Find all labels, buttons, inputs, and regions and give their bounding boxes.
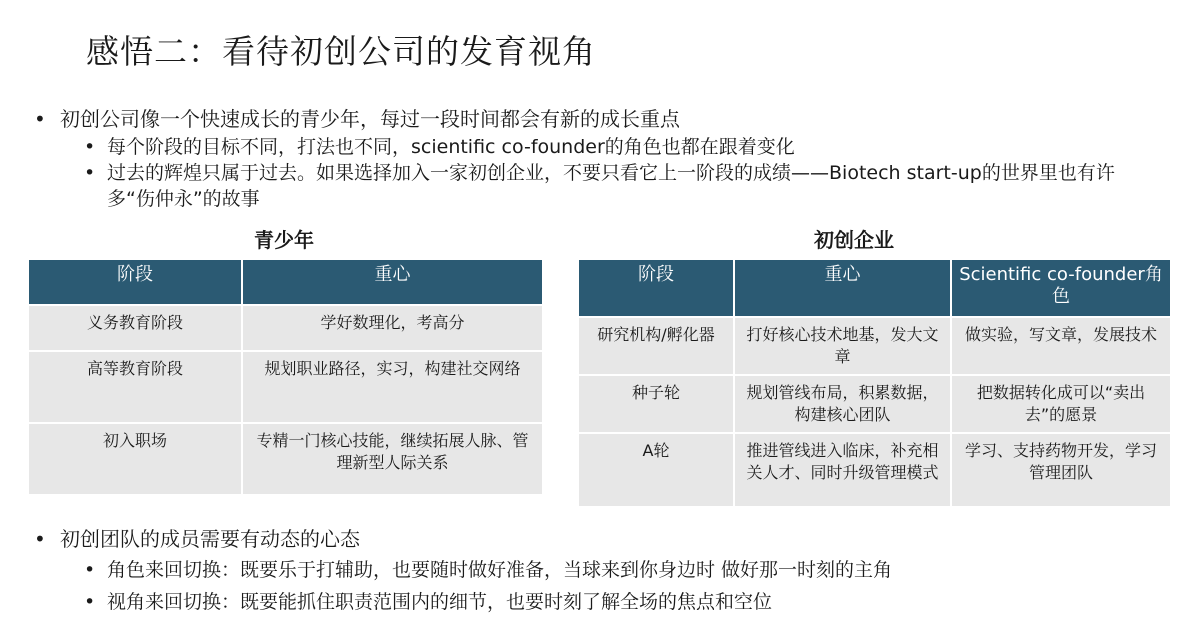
table-row [578,317,1171,375]
bullet-main: • 初创团队的成员需要有动态的心态 [30,524,1170,554]
table-header-row [578,259,1171,317]
table-cell: 专精一门核心技能，继续拓展人脉、管理新型人际关系 [242,423,543,495]
table-cell: A轮 [578,433,734,507]
table-row [578,375,1171,433]
table-cell: 规划管线布局，积累数据，构建核心团队 [734,375,951,433]
table-cell: 推进管线进入临床，补充相关人才、同时升级管理模式 [734,433,951,507]
sub-bullet: • 角色来回切换：既要乐于打辅助，也要随时做好准备，当球来到你身边时 做好那一时刻的主角 [78,554,1170,586]
table-cell: 研究机构/孵化器 [578,317,734,375]
sub-bullet: • 每个阶段的目标不同，打法也不同，scientific co-founder的角色也都在跟着变化 [78,134,1170,160]
table-right-label: 初创企业 [814,228,894,252]
table-cell: 义务教育阶段 [28,305,242,351]
table-row [578,433,1171,507]
table-row [28,351,543,423]
table-row [28,305,543,351]
table-cell: 初入职场 [28,423,242,495]
slide-title: 感悟二：看待初创公司的发育视角 [86,32,596,71]
table-teenager [27,258,544,496]
top-bullet-list [30,104,1170,212]
table-cell: 做实验，写文章，发展技术 [951,317,1171,375]
table-cell: 学习、支持药物开发，学习管理团队 [951,433,1171,507]
table-cell: 种子轮 [578,375,734,433]
column-header: 阶段 [28,259,242,305]
table-cell: 把数据转化成可以“卖出去”的愿景 [951,375,1171,433]
column-header: 重心 [242,259,543,305]
table-cell: 打好核心技术地基，发大文章 [734,317,951,375]
column-header: 阶段 [578,259,734,317]
table-row [28,423,543,495]
table-startup [577,258,1172,508]
table-cell: 高等教育阶段 [28,351,242,423]
column-header: Scientific co-founder角色 [951,259,1171,317]
sub-bullet: • 过去的辉煌只属于过去。如果选择加入一家初创企业，不要只看它上一阶段的成绩——Biotech start-up的世界里也有许多“伤仲永”的故事 [78,160,1147,212]
table-cell: 规划职业路径，实习，构建社交网络 [242,351,543,423]
bullet-main: • 初创公司像一个快速成长的青少年，每过一段时间都会有新的成长重点 [30,104,1170,134]
column-header: 重心 [734,259,951,317]
table-cell: 学好数理化，考高分 [242,305,543,351]
table-left-label: 青少年 [254,228,314,252]
table-header-row [28,259,543,305]
bottom-bullet-list [30,524,1170,618]
sub-bullet: • 视角来回切换：既要能抓住职责范围内的细节，也要时刻了解全场的焦点和空位 [78,586,1170,618]
